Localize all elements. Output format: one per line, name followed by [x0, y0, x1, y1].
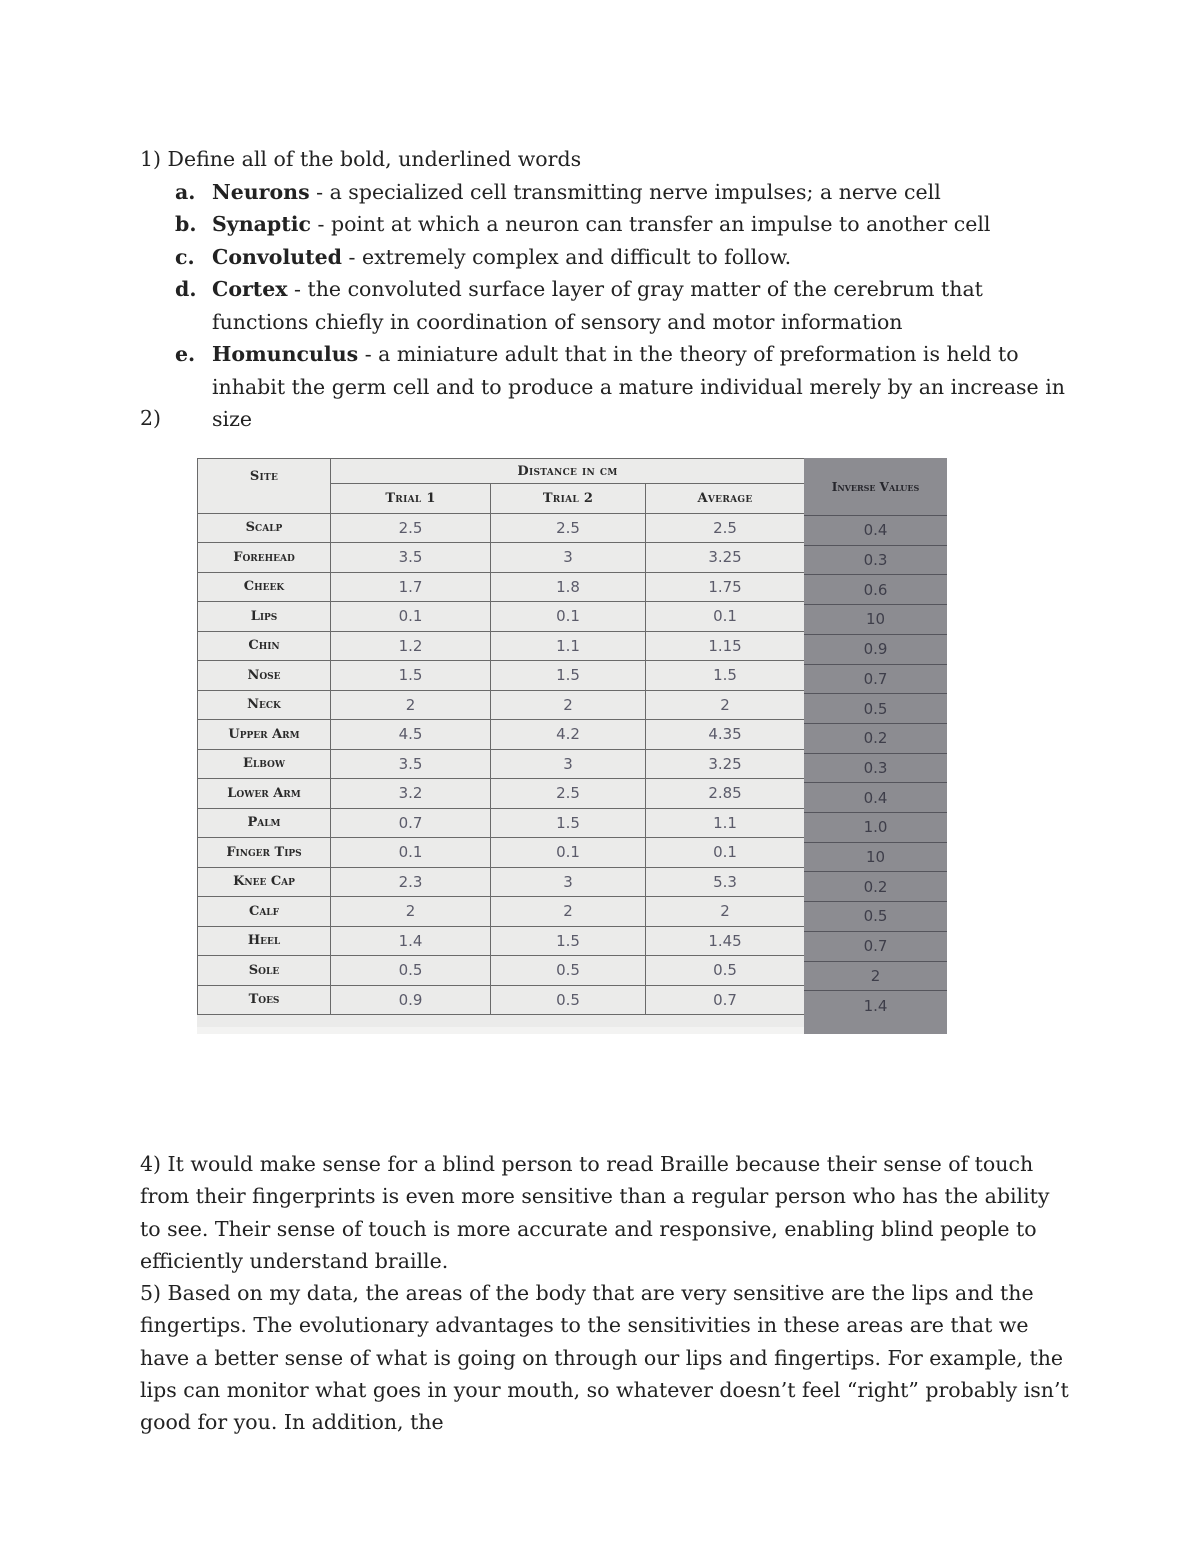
cell-trial2: 3	[491, 543, 646, 573]
cell-inverse: 0.7	[804, 664, 947, 694]
cell-average: 2.85	[646, 779, 805, 809]
cell-average: 0.1	[646, 602, 805, 632]
table-row	[198, 808, 805, 838]
definition-item	[140, 273, 1080, 338]
cell-trial2: 1.5	[491, 661, 646, 691]
cell-site: Upper Arm	[198, 720, 331, 750]
definition-list	[140, 176, 1080, 436]
header-site: Site	[198, 459, 331, 514]
cell-site: Chin	[198, 631, 331, 661]
two-point-table	[197, 458, 805, 1015]
cell-trial1: 3.5	[331, 543, 491, 573]
table-row	[198, 897, 805, 927]
cell-site: Lips	[198, 602, 331, 632]
cell-inverse: 0.7	[804, 931, 947, 961]
cell-trial1: 3.5	[331, 749, 491, 779]
definition-item	[140, 241, 1080, 274]
photo-edge	[197, 1027, 804, 1034]
cell-trial2: 0.1	[491, 602, 646, 632]
cell-trial1: 0.7	[331, 808, 491, 838]
cell-trial1: 1.4	[331, 926, 491, 956]
cell-average: 1.1	[646, 808, 805, 838]
cell-average: 1.45	[646, 926, 805, 956]
definition-letter: a.	[175, 179, 196, 204]
cell-trial1: 4.5	[331, 720, 491, 750]
table-body	[198, 513, 805, 1015]
table-row	[198, 956, 805, 986]
cell-trial2: 0.5	[491, 985, 646, 1015]
cell-trial1: 1.2	[331, 631, 491, 661]
cell-trial1: 2	[331, 690, 491, 720]
cell-average: 0.7	[646, 985, 805, 1015]
definition-term: Homunculus	[212, 342, 359, 366]
definition-term: Neurons	[212, 179, 310, 204]
cell-trial2: 2.5	[491, 513, 646, 543]
cell-average: 5.3	[646, 867, 805, 897]
definition-item	[140, 208, 1080, 241]
table-row	[198, 661, 805, 691]
header-inverse: Inverse Values	[831, 479, 920, 494]
definition-letter: c.	[175, 244, 195, 269]
cell-trial2: 3	[491, 867, 646, 897]
cell-inverse: 0.9	[804, 634, 947, 664]
cell-site: Calf	[198, 897, 331, 927]
cell-site: Neck	[198, 690, 331, 720]
table-row	[198, 543, 805, 573]
cell-site: Knee Cap	[198, 867, 331, 897]
cell-inverse: 0.4	[804, 782, 947, 812]
cell-trial1: 1.5	[331, 661, 491, 691]
cell-trial2: 3	[491, 749, 646, 779]
question-1-intro: 1) Define all of the bold, underlined words	[140, 147, 582, 171]
table-row	[198, 779, 805, 809]
cell-inverse: 1.4	[804, 990, 947, 1020]
cell-inverse: 0.3	[804, 753, 947, 783]
cell-trial2: 4.2	[491, 720, 646, 750]
cell-site: Sole	[198, 956, 331, 986]
cell-inverse: 0.4	[804, 515, 947, 545]
definition-letter: b.	[175, 212, 197, 236]
cell-site: Nose	[198, 661, 331, 691]
inverse-values-column	[804, 458, 947, 1034]
answer-4: 4) It would make sense for a blind person to read Braille because their sense of touch from their fingerprints is even more sensitive than a regular person who has the ability to see. Their sense of touch is more accurate and responsive, enabling blind people to efficiently understand braille.	[140, 1152, 1050, 1273]
cell-site: Cheek	[198, 572, 331, 602]
data-table-photo	[197, 458, 947, 1034]
cell-average: 0.5	[646, 956, 805, 986]
cell-site: Finger Tips	[198, 838, 331, 868]
cell-trial2: 0.1	[491, 838, 646, 868]
definition-term: Convoluted	[212, 244, 343, 269]
cell-trial1: 0.9	[331, 985, 491, 1015]
header-average: Average	[646, 484, 805, 514]
table-row	[198, 926, 805, 956]
cell-average: 4.35	[646, 720, 805, 750]
cell-inverse: 0.6	[804, 574, 947, 604]
definition-item	[140, 338, 1080, 436]
table-row	[198, 838, 805, 868]
cell-trial2: 1.5	[491, 808, 646, 838]
definition-text: - point at which a neuron can transfer an impulse to another cell	[310, 212, 991, 236]
cell-inverse: 1.0	[804, 812, 947, 842]
cell-average: 1.75	[646, 572, 805, 602]
answers	[140, 1148, 1070, 1439]
cell-inverse: 0.5	[804, 693, 947, 723]
question-1	[140, 143, 1080, 436]
cell-inverse: 10	[804, 604, 947, 634]
cell-trial2: 1.8	[491, 572, 646, 602]
header-trial-1: Trial 1	[331, 484, 491, 514]
cell-trial2: 1.5	[491, 926, 646, 956]
cell-trial1: 1.7	[331, 572, 491, 602]
definition-letter: d.	[175, 277, 197, 301]
cell-average: 1.5	[646, 661, 805, 691]
table-row	[198, 985, 805, 1015]
cell-trial2: 2	[491, 690, 646, 720]
header-trial-2: Trial 2	[491, 484, 646, 514]
cell-trial2: 0.5	[491, 956, 646, 986]
header-distance: Distance in cm	[331, 459, 805, 484]
cell-trial1: 2	[331, 897, 491, 927]
cell-average: 3.25	[646, 543, 805, 573]
cell-inverse: 10	[804, 842, 947, 872]
definition-term: Synaptic	[212, 212, 311, 236]
cell-site: Scalp	[198, 513, 331, 543]
cell-trial1: 3.2	[331, 779, 491, 809]
cell-inverse: 0.5	[804, 901, 947, 931]
cell-site: Toes	[198, 985, 331, 1015]
cell-average: 2.5	[646, 513, 805, 543]
table-row	[198, 749, 805, 779]
definition-text: - a specialized cell transmitting nerve impulses; a nerve cell	[309, 179, 941, 204]
cell-inverse: 0.3	[804, 545, 947, 575]
cell-trial1: 0.1	[331, 838, 491, 868]
cell-trial2: 2	[491, 897, 646, 927]
cell-trial1: 2.3	[331, 867, 491, 897]
cell-site: Palm	[198, 808, 331, 838]
definition-text: - the convoluted surface layer of gray matter of the cerebrum that functions chiefly in coordination of sensory and motor information	[212, 277, 983, 334]
cell-average: 2	[646, 690, 805, 720]
cell-site: Heel	[198, 926, 331, 956]
cell-site: Lower Arm	[198, 779, 331, 809]
table-row	[198, 572, 805, 602]
cell-average: 0.1	[646, 838, 805, 868]
answer-5: 5) Based on my data, the areas of the body that are very sensitive are the lips and the fingertips. The evolutionary advantages to the sensitivities in these areas are that we have a better sense of what is going on through our lips and fingertips. For example, the lips can monitor what goes in your mouth, so whatever doesn’t feel “right” probably isn’t good for you. In addition, the	[140, 1281, 1069, 1435]
cell-inverse: 2	[804, 961, 947, 991]
table-row	[198, 631, 805, 661]
cell-inverse: 0.2	[804, 723, 947, 753]
definition-item	[140, 176, 1080, 209]
cell-site: Forehead	[198, 543, 331, 573]
table-row	[198, 513, 805, 543]
cell-trial2: 1.1	[491, 631, 646, 661]
question-2-label: 2)	[140, 406, 162, 430]
definition-text: - a miniature adult that in the theory of preformation is held to inhabit the germ cell and to produce a mature individual merely by an increase in size	[212, 342, 1065, 431]
table-row	[198, 690, 805, 720]
cell-average: 2	[646, 897, 805, 927]
cell-trial1: 0.5	[331, 956, 491, 986]
definition-term: Cortex	[212, 277, 288, 301]
table-row	[198, 867, 805, 897]
table-row	[198, 602, 805, 632]
cell-trial1: 2.5	[331, 513, 491, 543]
cell-average: 1.15	[646, 631, 805, 661]
cell-inverse: 0.2	[804, 871, 947, 901]
table-row	[198, 720, 805, 750]
cell-trial1: 0.1	[331, 602, 491, 632]
cell-average: 3.25	[646, 749, 805, 779]
cell-site: Elbow	[198, 749, 331, 779]
definition-letter: e.	[175, 342, 196, 366]
definition-text: - extremely complex and difficult to follow.	[342, 244, 792, 269]
cell-trial2: 2.5	[491, 779, 646, 809]
